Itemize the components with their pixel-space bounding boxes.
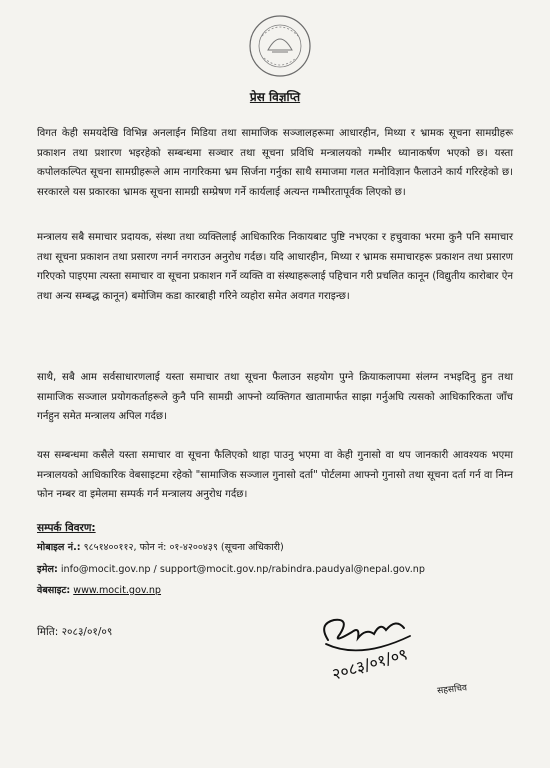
email-label: इमेल: [37, 564, 58, 575]
page-title: प्रेस विज्ञप्ति [249, 90, 301, 104]
government-seal-icon [248, 14, 312, 78]
mobile-label: मोबाइल नं.: [37, 542, 81, 553]
issue-date: मिति: २०८३/०१/०९ [37, 626, 113, 638]
signature [300, 600, 500, 700]
mobile-value: ९८५१४००११२, फोन नं: ०१-४२००४३९ (सूचना अधिकारी) [80, 542, 284, 553]
email-line [37, 562, 425, 575]
designation: सहसचिव [436, 683, 468, 697]
paragraph-4: यस सम्बन्धमा कसैले यस्ता समाचार वा सूचना फैलिएको थाहा पाउनु भएमा वा केही गुनासो वा थप जानकारी आवश्यक भएमा मन्त्रालयको आधिकारिक वेबसाइटमा रहेको "सामाजिक सञ्जाल गुनासो दर्ता" पोर्टलमा आफ्नो गुनासो तथा सूचना दर्ता गर्न वा निम्न फोन नम्बर वा इमेलमा सम्पर्क गर्न मन्त्रालय अनुरोध गर्दछ। [37, 450, 513, 500]
contact-heading: सम्पर्क विवरण: [37, 522, 96, 534]
paragraph-3: साथै, सबै आम सर्वसाधारणलाई यस्ता समाचार तथा सूचना फैलाउन सहयोग पुग्ने क्रियाकलापमा संलग्न नभइदिनु हुन तथा सामाजिक सञ्जाल प्रयोगकर्ताहरूले कुनै पनि सामग्री आफ्नो व्यक्तिगत खातामार्फत साझा गर्नुअघि त्यसको आधिकारिकता जाँच गर्नहुन समेत मन्त्रालय अपिल गर्दछ। [37, 372, 513, 422]
email-value: info@mocit.gov.np / support@mocit.gov.np/rabindra.paudyal@nepal.gov.np [57, 564, 425, 575]
mobile-line [37, 540, 284, 553]
paragraph-2: मन्त्रालय सबै समाचार प्रदायक, संस्था तथा व्यक्तिलाई आधिकारिक निकायबाट पुष्टि नभएका र हचुवाका भरमा कुनै पनि समाचार तथा सूचना प्रकाशन तथा प्रसारण नगर्न नगराउन अनुरोध गर्दछ। यदि आधारहीन, मिथ्या र भ्रामक समाचारहरू प्रकाशन तथा प्रसारण गरिएको पाइएमा त्यस्ता समाचार वा सूचना प्रकाशन गर्ने व्यक्ति वा संस्थाहरूलाई पहिचान गरी प्रचलित कानून (विद्युतीय कारोबार ऐन तथा अन्य सम्बद्ध कानून) बमोजिम कडा कारबाही गरिने व्यहोरा समेत अवगत गराइन्छ। [37, 232, 513, 302]
website-label: वेबसाइट: [37, 585, 71, 596]
website-line [37, 583, 161, 596]
paragraph-1: विगत केही समयदेखि विभिन्न अनलाईन मिडिया तथा सामाजिक सञ्जालहरूमा आधारहीन, मिथ्या र भ्रामक सूचना सामग्रीहरू प्रकाशन तथा प्रशारण भइरहेको सम्बन्धमा सञ्चार तथा सूचना प्रविधि मन्त्रालयको गम्भीर ध्यानाकर्षण भएको छ। यस्ता कपोलकल्पित सूचना सामग्रीहरूले आम नागरिकमा भ्रम सिर्जना गर्नुका साथै समाजमा गलत मनोविज्ञान फैलाउने कार्य गरिरहेको छ। सरकारले यस प्रकारका भ्रामक सूचना सामग्री सम्प्रेषण गर्ने कार्यलाई अत्यन्त गम्भीरतापूर्वक लिएको छ। [37, 128, 513, 198]
signature-date: २०८३/०१/०९ [329, 644, 410, 684]
website-link[interactable]: www.mocit.gov.np [73, 585, 162, 596]
